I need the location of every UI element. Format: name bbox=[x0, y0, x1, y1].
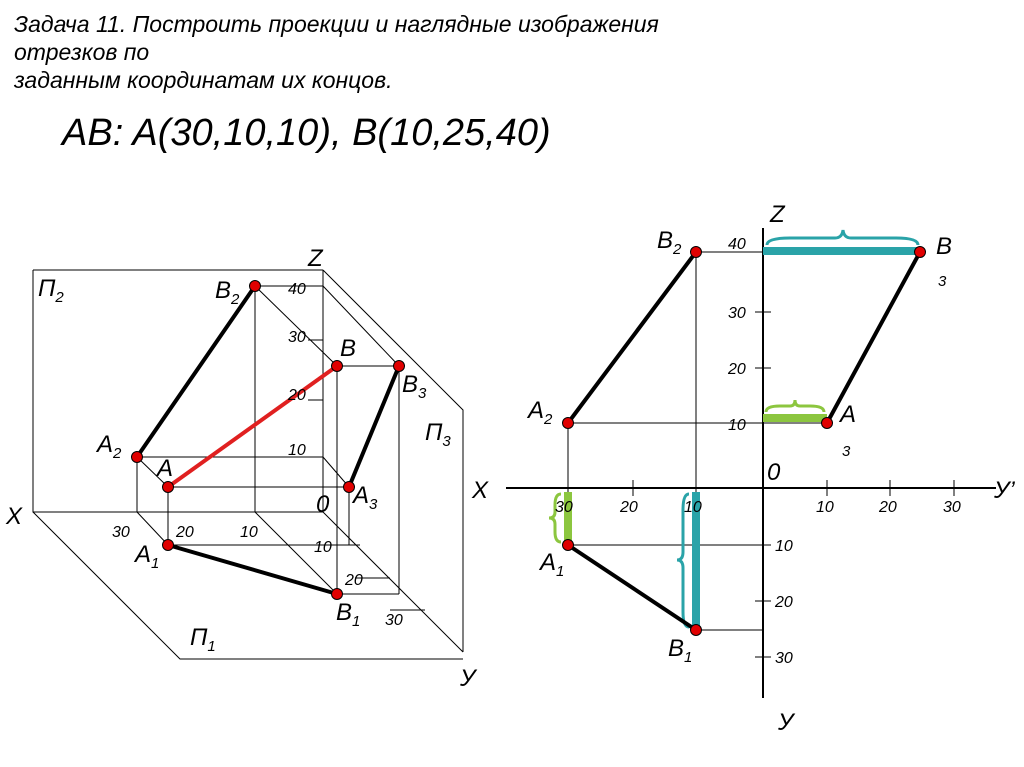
epure-point-B3 bbox=[915, 247, 926, 258]
epure-point-label-A3: A 3 bbox=[840, 401, 857, 460]
epure-x-tick-label: 20 bbox=[620, 499, 638, 516]
point-B2 bbox=[250, 281, 261, 292]
epure-x-tick-label: 30 bbox=[555, 499, 573, 516]
epure-y-right-tick-label: 30 bbox=[943, 499, 961, 516]
point-A1 bbox=[163, 540, 174, 551]
epure-point-A2 bbox=[563, 418, 574, 429]
point-label-A3: $A_3$ bbox=[353, 482, 378, 513]
teal-measure-bar-B3 bbox=[763, 247, 920, 255]
epure-tick-marks bbox=[633, 312, 954, 657]
epure-point-label-A2: $A_2$ bbox=[528, 397, 553, 428]
point-label-A1: $A_1$ bbox=[135, 541, 160, 572]
epure-axis-z-label: Z bbox=[770, 201, 785, 228]
epure-profile-segment bbox=[827, 252, 920, 423]
epure-z-tick-label: 30 bbox=[728, 305, 746, 322]
y-tick-label: 30 bbox=[385, 612, 403, 629]
point-label-B3: $B_3$ bbox=[402, 371, 427, 402]
z-tick-label: 30 bbox=[288, 329, 306, 346]
epure-y-right-tick-label: 10 bbox=[816, 499, 834, 516]
frontal-projection-segment bbox=[137, 286, 255, 457]
x-tick-label: 10 bbox=[240, 524, 258, 541]
point-B1 bbox=[332, 589, 343, 600]
epure-x-tick-label: 10 bbox=[684, 499, 702, 516]
point-label-B2: $B_2$ bbox=[215, 277, 240, 308]
epure-axis-y-right-label: У’ bbox=[994, 477, 1015, 504]
green-measure-bar-A3 bbox=[763, 414, 827, 422]
epure-point-label-A1: $A_1$ bbox=[540, 549, 565, 580]
task-title-line-3: заданным координатам их концов. bbox=[14, 67, 393, 93]
construction-lines bbox=[137, 286, 425, 610]
point-label-A2: $A_2$ bbox=[97, 431, 122, 462]
axonometric-view bbox=[5, 245, 478, 692]
epure-point-label-B1: $B_1$ bbox=[668, 635, 693, 666]
epure-horizontal-segment bbox=[568, 545, 696, 630]
z-tick-label: 40 bbox=[288, 281, 306, 298]
point-B bbox=[332, 361, 343, 372]
point-label-B1: $B_1$ bbox=[336, 599, 361, 630]
epure-z-tick-label: 10 bbox=[728, 417, 746, 434]
green-brace-A3 bbox=[766, 400, 824, 412]
task-title-line-2: отрезков по bbox=[14, 39, 150, 65]
z-tick-label: 10 bbox=[288, 442, 306, 459]
construction-line bbox=[323, 286, 399, 366]
epure-point-B2 bbox=[691, 247, 702, 258]
epure-z-tick-label: 20 bbox=[728, 361, 746, 378]
point-A2 bbox=[132, 452, 143, 463]
point-A bbox=[163, 482, 174, 493]
front-plane-frame bbox=[33, 270, 323, 512]
epure-y-down-tick-label: 30 bbox=[775, 650, 793, 667]
point-B3 bbox=[394, 361, 405, 372]
epure-y-down-tick-label: 20 bbox=[775, 594, 793, 611]
epure-y-right-tick-label: 20 bbox=[879, 499, 897, 516]
epure-z-tick-label: 40 bbox=[728, 236, 746, 253]
y-tick-label: 10 bbox=[314, 539, 332, 556]
plane-side-label: $П_3$ bbox=[425, 419, 451, 450]
segment-coordinates: AB: A(30,10,10), B(10,25,40) bbox=[62, 112, 551, 154]
x-tick-label: 20 bbox=[176, 524, 194, 541]
axis-y-label: У bbox=[460, 665, 476, 692]
construction-line bbox=[255, 286, 337, 366]
point-label-B: B bbox=[340, 335, 357, 362]
plane-front-label: $П_2$ bbox=[38, 275, 64, 306]
plane-horizontal-label: $П_1$ bbox=[190, 624, 216, 655]
y-tick-label: 20 bbox=[345, 572, 363, 589]
epure-point-A3 bbox=[822, 418, 833, 429]
epure-origin-label: 0 bbox=[767, 459, 781, 486]
x-tick-label: 30 bbox=[112, 524, 130, 541]
horizontal-projection-segment bbox=[168, 545, 337, 594]
y-axis-line bbox=[323, 512, 463, 652]
epure-frontal-segment bbox=[568, 252, 696, 423]
task-title-line-1: Задача 11. Построить проекции и наглядные изображения bbox=[14, 11, 659, 37]
z-tick-label: 20 bbox=[288, 387, 306, 404]
epure-point-label-B2: $B_2$ bbox=[657, 227, 682, 258]
axis-z-label: Z bbox=[308, 245, 323, 272]
epure-point-A1 bbox=[563, 540, 574, 551]
point-label-A: A bbox=[157, 455, 174, 482]
side-plane-frame bbox=[323, 270, 463, 652]
epure-point-label-B3: B 3 bbox=[936, 233, 953, 290]
profile-projection-segment bbox=[349, 366, 399, 487]
epure-axis-x-label: X bbox=[472, 477, 489, 504]
epure-view bbox=[471, 201, 1015, 736]
epure-axis-y-down-label: У bbox=[778, 709, 794, 736]
epure-y-down-tick-label: 10 bbox=[775, 538, 793, 555]
teal-brace-B3 bbox=[767, 230, 918, 245]
origin-label: 0 bbox=[316, 491, 330, 518]
true-segment-AB bbox=[168, 366, 337, 487]
epure-point-B1 bbox=[691, 625, 702, 636]
axis-x-label: X bbox=[6, 503, 23, 530]
